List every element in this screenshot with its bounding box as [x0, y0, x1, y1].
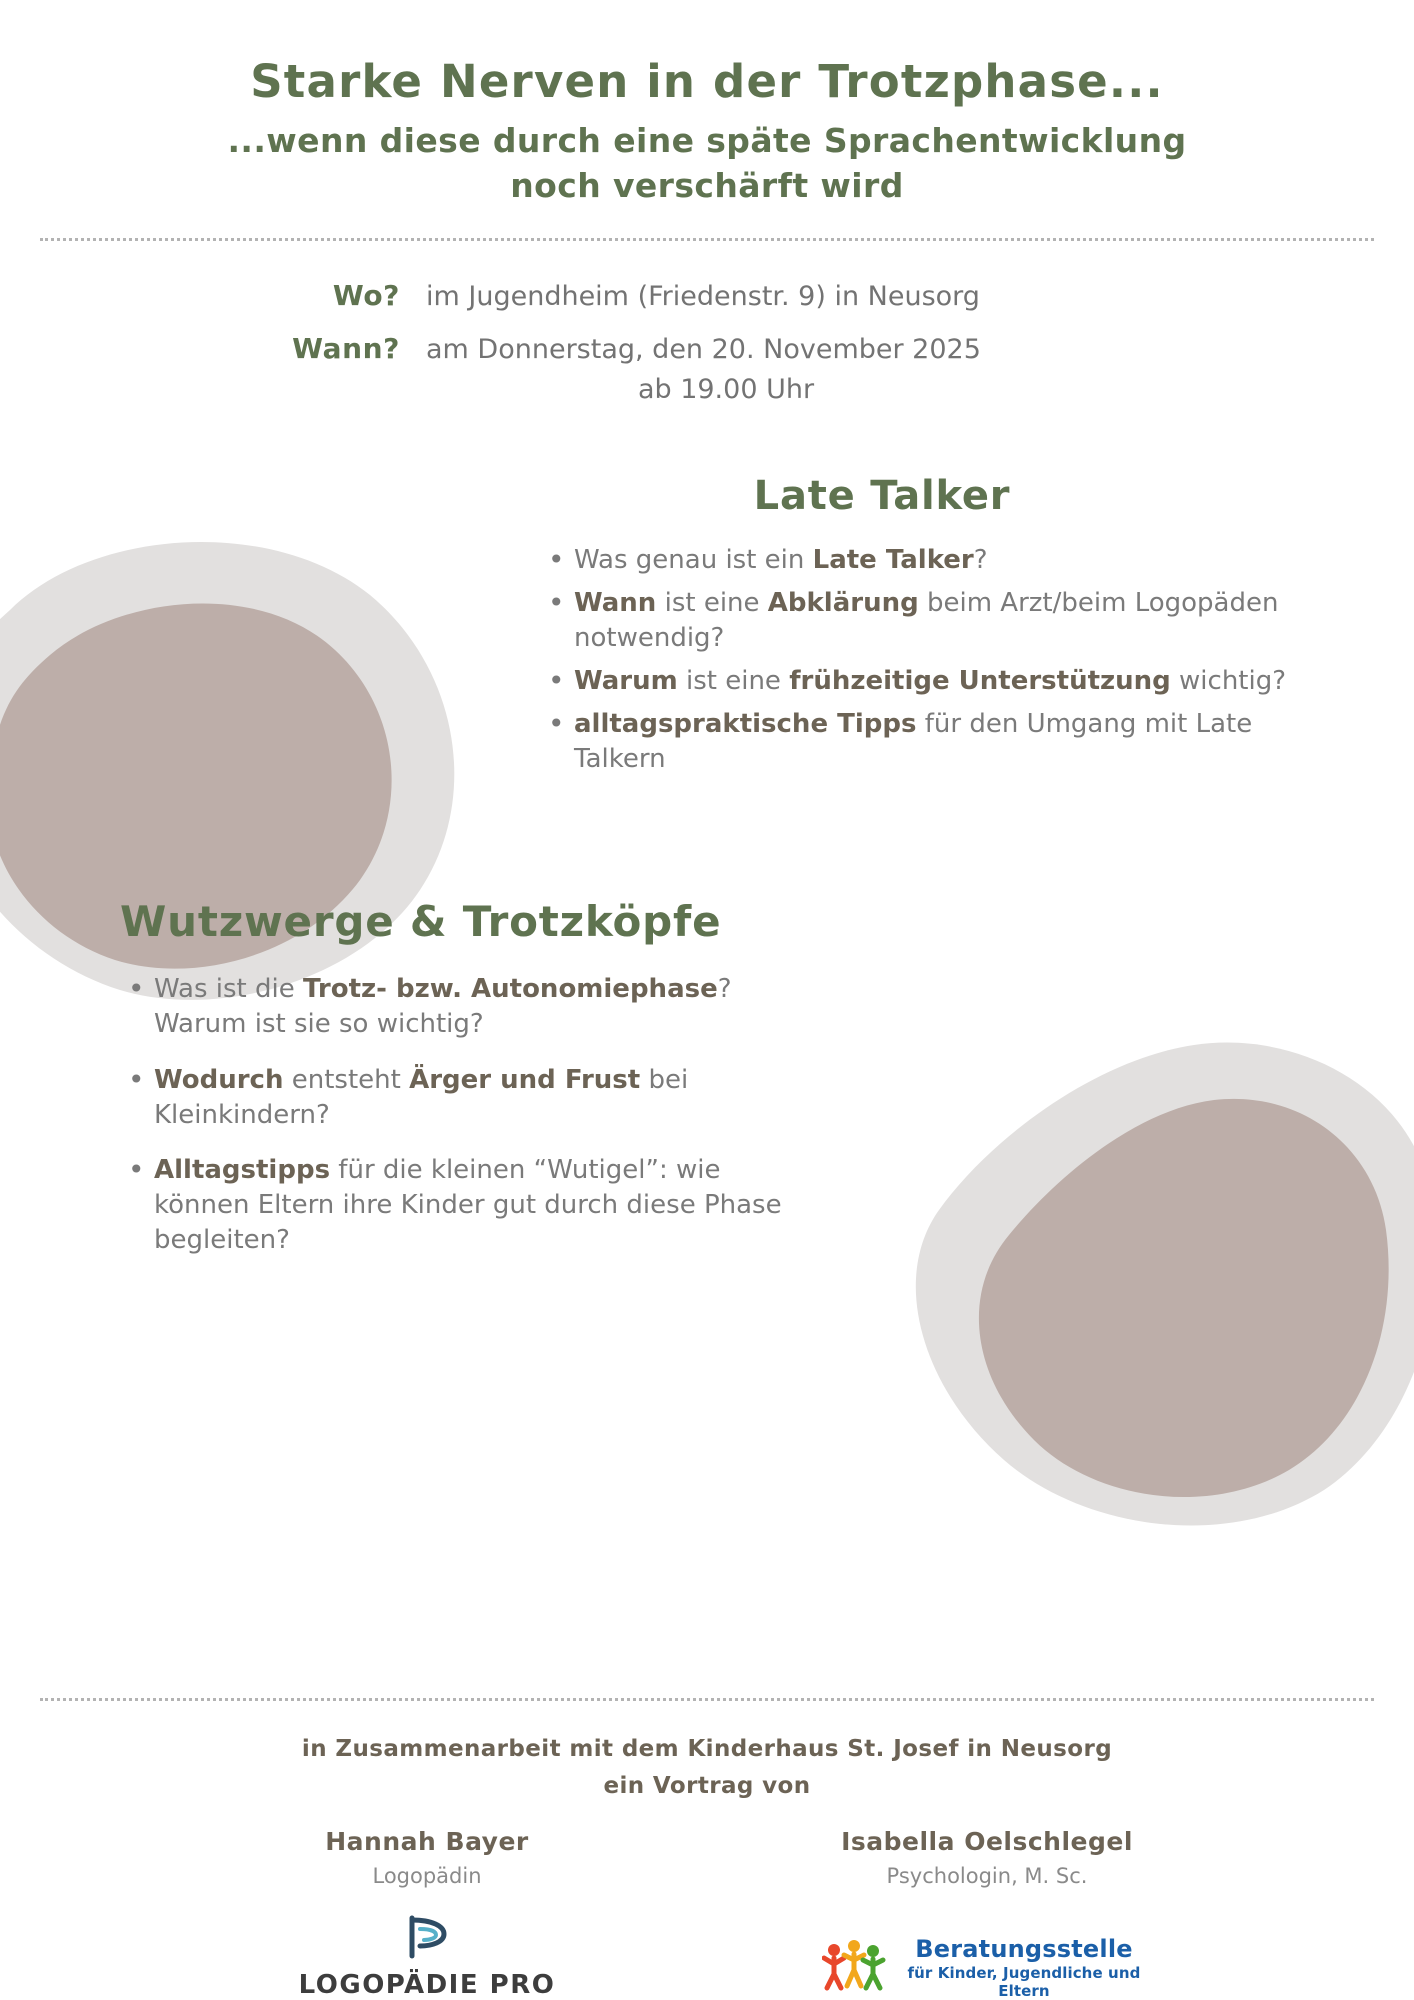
- list-item: [120, 1063, 800, 1133]
- list-item-text: entsteht: [283, 1064, 410, 1095]
- list-item-text: ?: [973, 544, 988, 575]
- list-item-text: bei Kleinkindern?: [154, 1064, 689, 1130]
- presenter-name: Isabella Oelschlegel: [841, 1827, 1133, 1856]
- list-item: [540, 707, 1344, 777]
- list-item-text: wichtig?: [1170, 666, 1287, 697]
- section-late-talker: [0, 473, 1414, 778]
- list-item-emphasis: Trotz- bzw. Autonomiephase: [303, 974, 718, 1005]
- list-item-emphasis: frühzeitige Unterstützung: [789, 666, 1171, 697]
- beratungsstelle-title: Beratungsstelle: [915, 1934, 1133, 1963]
- list-item-emphasis: Ärger und Frust: [409, 1064, 641, 1095]
- list-item-emphasis: Warum: [574, 666, 678, 697]
- page-subtitle: [132, 119, 1282, 208]
- section-wutzwerge-title: Wutzwerge & Trotzköpfe: [120, 897, 722, 947]
- presenter-isabella-oelschlegel: [822, 1827, 1152, 2000]
- list-item-emphasis: Wodurch: [154, 1064, 284, 1095]
- cooperation-text: in Zusammenarbeit mit dem Kinderhaus St. Josef in Neusorg: [301, 1736, 1113, 1763]
- beratungsstelle-people-mark-icon: [822, 1940, 886, 1996]
- poster-footer: [0, 1698, 1414, 2000]
- list-item-text: für die kleinen “Wutigel”: wie können Eltern ihre Kinder gut durch diese Phase begleiten?: [154, 1154, 782, 1255]
- list-item-emphasis: Late Talker: [812, 544, 974, 575]
- where-value: im Jugendheim (Friedenstr. 9) in Neusorg: [426, 281, 980, 313]
- section-late-talker-title: Late Talker: [753, 472, 1011, 519]
- list-item: [120, 972, 800, 1042]
- when-value-line2: ab 19.00 Uhr: [637, 373, 815, 405]
- presenter-role: Logopädin: [372, 1864, 482, 1888]
- page-title: Starke Nerven in der Trotzphase...: [250, 55, 1164, 108]
- beratungsstelle-subtitle: für Kinder, Jugendliche und Eltern: [907, 1964, 1141, 2000]
- beratungsstelle-wordmark: [896, 1934, 1152, 2000]
- list-item-emphasis: Alltagstipps: [154, 1154, 331, 1185]
- list-item-text: Was ist die: [154, 974, 304, 1005]
- logopaedie-pro-mark-icon: [404, 1914, 450, 1960]
- list-item-text: ist eine: [677, 666, 790, 697]
- event-info: [0, 277, 1414, 408]
- section-wutzwerge: [0, 897, 800, 1258]
- list-item: [540, 543, 1344, 578]
- presenter-role: Psychologin, M. Sc.: [886, 1864, 1088, 1888]
- late-talker-bullet-list: [540, 543, 1344, 778]
- presenter-list: [0, 1827, 1414, 2000]
- list-item-emphasis: alltagspraktische Tipps: [574, 709, 917, 740]
- list-item: [120, 1153, 800, 1258]
- decorative-blob-right: [894, 1030, 1414, 1554]
- list-item: [540, 586, 1344, 656]
- talk-by-text: ein Vortrag von: [603, 1773, 811, 1800]
- when-value: [426, 330, 1414, 408]
- logopaedie-pro-logo: [262, 1904, 592, 2000]
- poster-header: [0, 0, 1414, 208]
- beratungsstelle-logo-row: [822, 1934, 1152, 2000]
- beratungsstelle-logo: [822, 1904, 1152, 2000]
- list-item-text: Was genau ist ein: [574, 544, 813, 575]
- list-item-text: ist eine: [656, 587, 768, 618]
- divider-top: [40, 238, 1374, 241]
- where-label: Wo?: [332, 279, 400, 313]
- list-item-text: beim Arzt/beim Logopäden notwendig?: [574, 587, 1279, 653]
- when-label: Wann?: [292, 332, 400, 366]
- logopaedie-pro-wordmark: LOGOPÄDIE PRO: [298, 1970, 556, 2000]
- list-item-emphasis: Abklärung: [767, 587, 919, 618]
- presenter-name: Hannah Bayer: [325, 1827, 529, 1856]
- list-item-text: für den Umgang mit Late Talkern: [574, 709, 1253, 775]
- divider-bottom: [40, 1698, 1374, 1701]
- list-item: [540, 664, 1344, 699]
- wutzwerge-bullet-list: [120, 972, 800, 1258]
- list-item-text: ? Warum ist sie so wichtig?: [154, 974, 732, 1040]
- when-value-line1: am Donnerstag, den 20. November 2025: [426, 334, 981, 366]
- footer-heading: [0, 1731, 1414, 1805]
- page-subtitle-line2: noch verschärft wird: [510, 165, 904, 205]
- list-item-emphasis: Wann: [574, 587, 657, 618]
- page-subtitle-line1: ...wenn diese durch eine späte Sprachentwicklung: [227, 121, 1187, 161]
- presenter-hannah-bayer: [262, 1827, 592, 2000]
